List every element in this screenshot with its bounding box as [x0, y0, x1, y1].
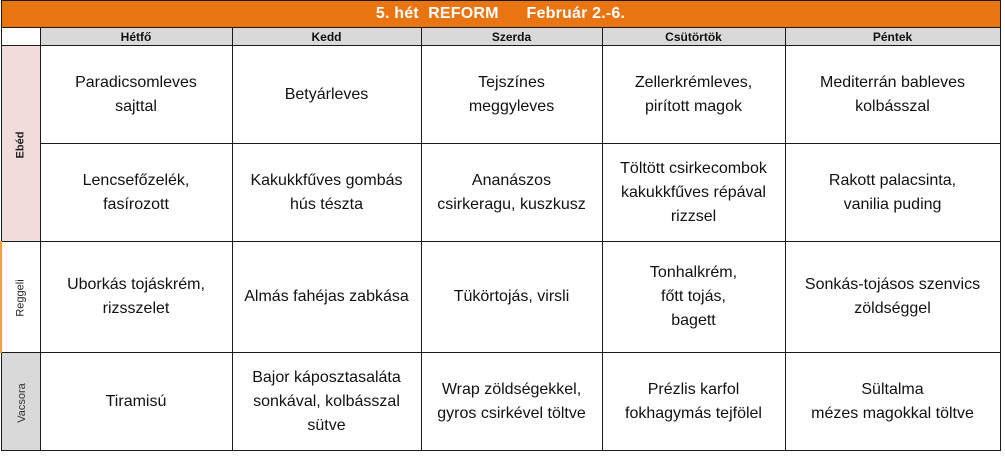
menu-cell: Tejszínes meggyleves — [421, 46, 602, 144]
header-corner — [1, 28, 40, 46]
menu-title: 5. hét REFORM Február 2.-6. — [1, 1, 1000, 28]
day-header-thursday: Csütörtök — [602, 28, 785, 46]
menu-cell: Prézlis karfol fokhagymás tejfölel — [602, 353, 785, 451]
vacsora-row — [1, 353, 1000, 451]
menu-cell: Almás fahéjas zabkása — [232, 242, 421, 353]
meal-label-ebed-text: Ebéd — [14, 131, 27, 158]
title-row — [1, 1, 1000, 28]
menu-cell: Tiramisú — [40, 353, 232, 451]
ebed-row-1 — [1, 46, 1000, 144]
reggeli-row — [1, 242, 1000, 353]
menu-cell: Tonhalkrém, főtt tojás, bagett — [602, 242, 785, 353]
day-header-monday: Hétfő — [40, 28, 232, 46]
menu-cell: Rakott palacsinta, vanilia puding — [785, 144, 1000, 242]
day-header-wednesday: Szerda — [421, 28, 602, 46]
menu-cell: Töltött csirkecombok kakukkfűves répával rizzsel — [602, 144, 785, 242]
ebed-row-2 — [1, 144, 1000, 242]
day-header-tuesday: Kedd — [232, 28, 421, 46]
meal-label-reggeli — [1, 242, 40, 353]
menu-cell: Bajor káposztasaláta sonkával, kolbásszal sütve — [232, 353, 421, 451]
menu-cell: Betyárleves — [232, 46, 421, 144]
menu-cell: Wrap zöldségekkel, gyros csirkével töltve — [421, 353, 602, 451]
menu-cell: Paradicsomleves sajttal — [40, 46, 232, 144]
menu-cell: Mediterrán bableves kolbásszal — [785, 46, 1000, 144]
menu-cell: Ananászos csirkeragu, kuszkusz — [421, 144, 602, 242]
meal-label-reggeli-text: Reggeli — [14, 279, 27, 317]
menu-cell: Zellerkrémleves, pirított magok — [602, 46, 785, 144]
meal-label-vacsora — [1, 353, 40, 451]
menu-cell: Sültalma mézes magokkal töltve — [785, 353, 1000, 451]
menu-cell: Sonkás-tojásos szenvics zöldséggel — [785, 242, 1000, 353]
day-header-friday: Péntek — [785, 28, 1000, 46]
menu-cell: Lencsefőzelék, fasírozott — [40, 144, 232, 242]
menu-cell: Tükörtojás, virsli — [421, 242, 602, 353]
meal-label-ebed — [1, 46, 40, 242]
meal-label-vacsora-text: Vacsora — [15, 382, 28, 423]
day-header-row — [1, 28, 1000, 46]
menu-cell: Uborkás tojáskrém, rizsszelet — [40, 242, 232, 353]
menu-cell: Kakukkfűves gombás hús tészta — [232, 144, 421, 242]
